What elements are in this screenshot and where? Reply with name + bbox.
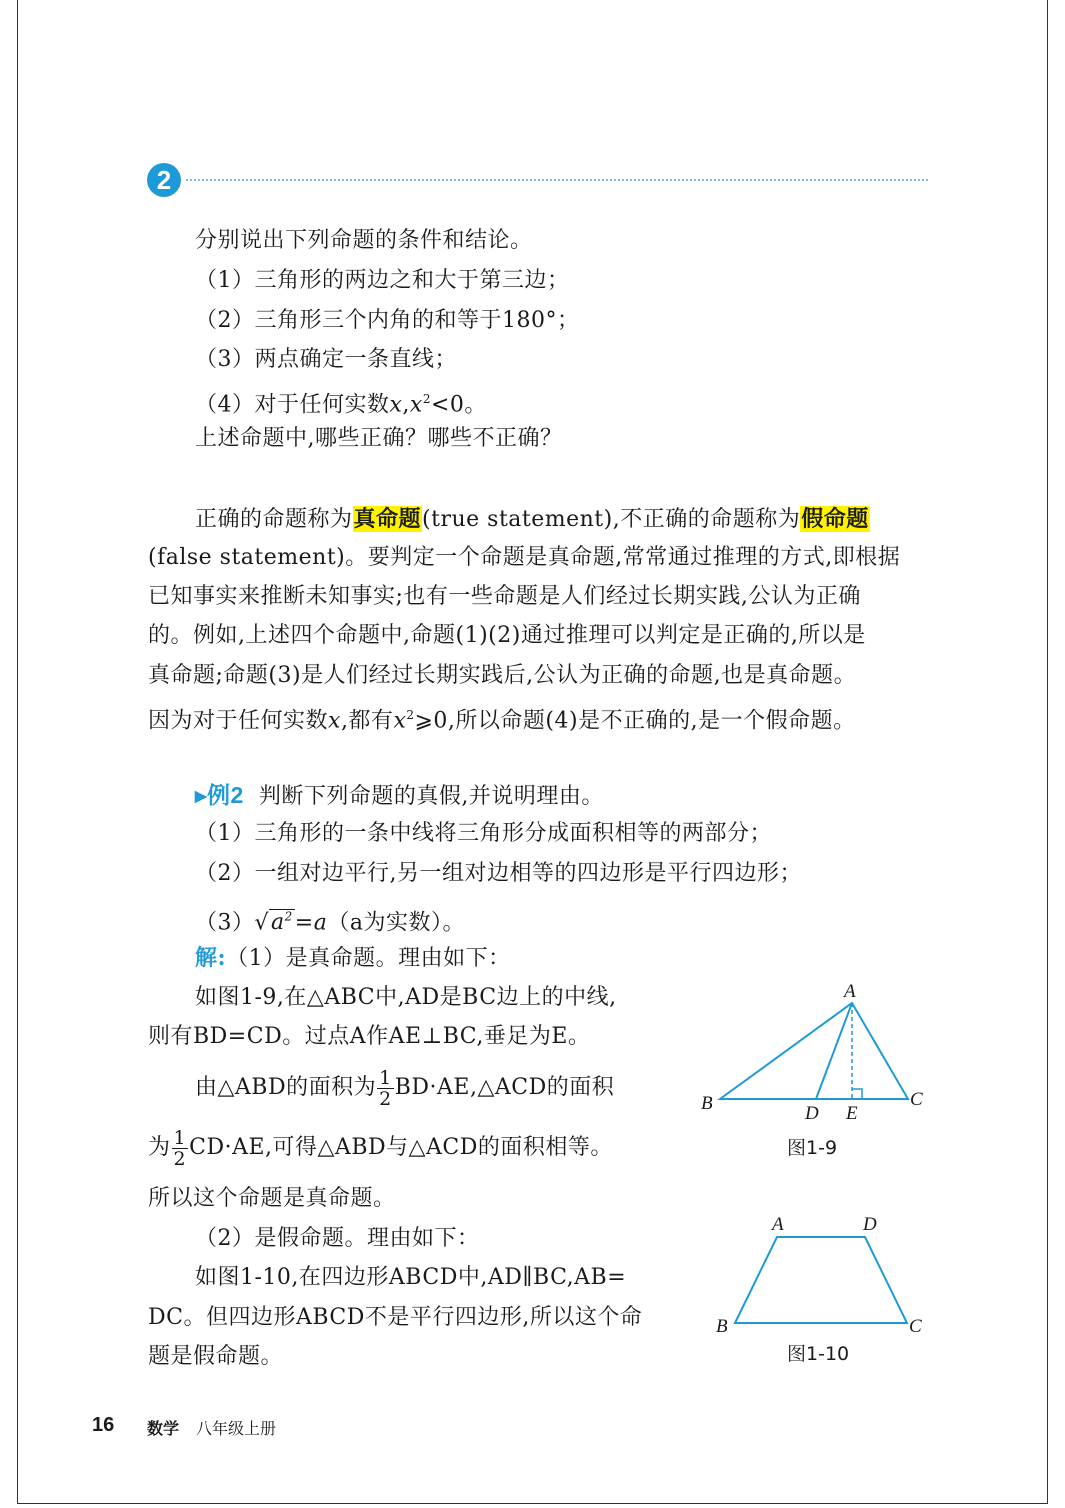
solution-1-line-4: 为 $\frac{1}{2}$ CD·AE,可得△ABD与△ACD的面积相等。 [148,1126,613,1170]
definition-line-6: 因为对于任何实数x,都有$x^2⩾0$,所以命题(4)是不正确的,是一个假命题。 [148,708,856,734]
trapezoid-abcd [735,1237,907,1323]
definition-line-4: 的。例如,上述四个命题中,命题(1)(2)通过推理可以判定是正确的,所以是 [148,623,866,648]
question-followup: 上述命题中,哪些正确？哪些不正确？ [195,426,563,451]
example-item-2: （2）一组对边平行,另一组对边相等的四边形是平行四边形； [195,861,802,886]
example-heading: ▸例2 判断下列命题的真假,并说明理由。 [195,782,604,809]
question-intro: 分别说出下列命题的条件和结论。 [195,228,533,253]
label-c: C [910,1089,923,1110]
question-item-2: （2）三角形三个内角的和等于180°； [195,308,580,333]
solution-part-1-head: 解:（1）是真命题。理由如下： [195,945,511,971]
right-angle-mark [852,1089,862,1099]
solution-1-line-1: 如图1-9,在△ABC中,AD是BC边上的中线, [195,985,617,1010]
example-item-3: $(3)√a^2=a(a$为实数）。 [195,903,465,937]
median-ad [816,1003,852,1099]
definition-line-3: 已知事实来推断未知事实;也有一些命题是人们经过长期实践,公认为正确 [148,584,861,609]
footer-book-title: 八年级上册 [196,1421,277,1438]
definition-line-1: 正确的命题称为真命题(true statement),不正确的命题称为假命题 [195,506,869,532]
label-b: B [701,1093,713,1114]
label-c: C [909,1316,922,1337]
page-number: 16 [92,1414,115,1436]
figure-1-9-triangle [695,975,935,1125]
label-b: B [716,1316,728,1337]
fraction-one-half: $\frac{1}{2}$ [379,1066,392,1110]
solution-part-2-head: （2）是假命题。理由如下： [195,1226,480,1251]
figure-1-10-caption: 图1-10 [787,1343,850,1365]
label-d: D [805,1103,819,1124]
section-divider [186,179,928,181]
sqrt-expression: $√a^2$ [254,910,293,936]
solution-1-line-2: 则有BD=CD。过点A作AE⊥BC,垂足为E。 [148,1024,591,1049]
question-item-3: （3）两点确定一条直线； [195,347,457,372]
definition-line-5: 真命题;命题(3)是人们经过长期实践后,公认为正确的命题,也是真命题。 [148,663,857,688]
definition-line-2: (false statement)。要判定一个命题是真命题,常常通过推理的方式,即根据 [148,545,901,570]
false-statement-term: 假命题 [801,506,869,532]
solution-2-line-3: 题是假命题。 [148,1344,284,1369]
solution-1-line-5: 所以这个命题是真命题。 [148,1186,396,1211]
question-item-1: （1）三角形的两边之和大于第三边； [195,268,570,293]
example-label: ▸例2 [195,782,244,808]
label-a: A [844,981,856,1002]
figure-1-9-caption: 图1-9 [787,1137,838,1159]
label-a: A [772,1214,784,1235]
solution-2-line-2: DC。但四边形ABCD不是平行四边形,所以这个命 [148,1305,643,1330]
triangle-abc [720,1003,908,1099]
question-item-4: （4）对于任何实数$x,x^2<0$。 [195,392,487,418]
label-e: E [846,1103,858,1124]
solution-label: 解: [195,945,227,971]
footer-subject: 数学 [147,1421,180,1438]
solution-2-line-1: 如图1-10,在四边形ABCD中,AD∥BC,AB= [195,1265,627,1290]
label-d: D [863,1214,877,1235]
section-badge: 2 [147,163,181,197]
solution-1-line-3: 由△ABD的面积为 $\frac{1}{2}$ BD·AE,△ACD的面积 [195,1066,615,1110]
example-item-1: （1）三角形的一条中线将三角形分成面积相等的两部分； [195,821,772,846]
figure-1-10-trapezoid [705,1208,935,1348]
fraction-one-half: $\frac{1}{2}$ [173,1126,187,1170]
true-statement-term: 真命题 [353,506,422,532]
